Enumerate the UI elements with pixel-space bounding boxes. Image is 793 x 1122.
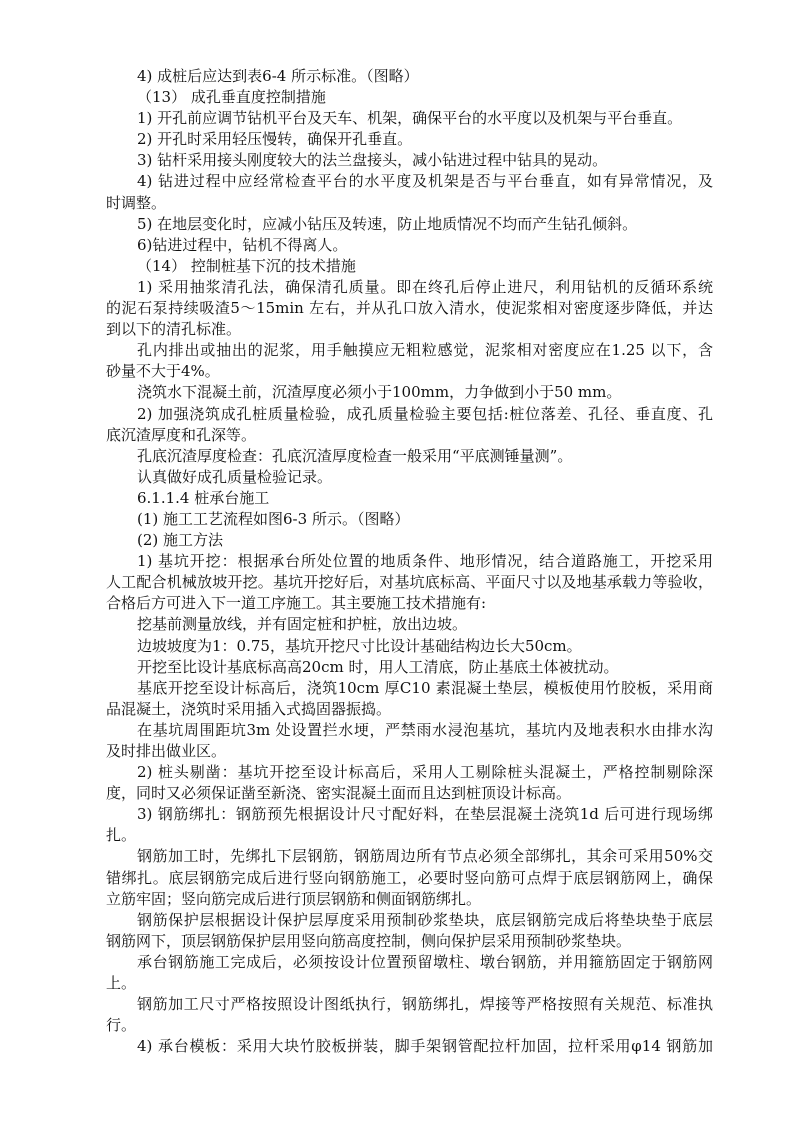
text-line: 孔内排出或抽出的泥浆，用手触摸应无粗粒感觉，泥浆相对密度应在1.25 以下，含: [137, 341, 713, 360]
text-line: 5) 在地层变化时，应减小钻压及转速，防止地质情况不均而产生钻孔倾斜。: [137, 214, 638, 233]
text-line: 浇筑水下混凝土前，沉渣厚度必须小于100mm，力争做到小于50 mm。: [137, 383, 622, 402]
paragraph: [106, 846, 713, 909]
paragraph: [106, 150, 713, 171]
paragraph: [106, 614, 713, 635]
text-line: 行。: [106, 1016, 137, 1035]
text-line: (1) 施工工艺流程如图6-3 所示。（图略）: [137, 509, 410, 528]
text-line: 1) 基坑开挖：根据承台所处位置的地质条件、地形情况，结合道路施工，开挖采用: [137, 552, 713, 571]
paragraph: [106, 530, 713, 551]
text-line: 及时排出做业区。: [106, 742, 227, 760]
paragraph: [106, 256, 713, 277]
text-line: 基底开挖至设计标高后，浇筑10cm 厚C10 素混凝土垫层，模板使用竹胶板，采用商: [137, 678, 713, 697]
paragraph: [106, 994, 713, 1036]
paragraph: [106, 952, 713, 994]
paragraph: [106, 171, 713, 213]
paragraph: [106, 1036, 713, 1057]
text-line: 上。: [106, 974, 137, 993]
text-line: (2) 施工方法: [137, 531, 224, 550]
text-line: 边坡坡度为1：0.75，基坑开挖尺寸比设计基础结构边长大50cm。: [137, 636, 582, 655]
paragraph: [106, 467, 713, 488]
paragraph: [106, 678, 713, 720]
text-line: 到以下的清孔标准。: [106, 320, 242, 339]
text-line: 承台钢筋施工完成后，必须按设计位置预留墩柱、墩台钢筋，并用箍筋固定于钢筋网: [137, 952, 713, 971]
paragraph: [106, 488, 713, 509]
paragraph: [106, 66, 713, 87]
paragraph: [106, 551, 713, 614]
paragraph: [106, 910, 713, 952]
text-line: 2) 桩头剔凿：基坑开挖至设计标高后，采用人工剔除桩头混凝土，严格控制剔除深: [137, 763, 713, 782]
text-line: 人工配合机械放坡开挖。基坑开挖好后，对基坑底标高、平面尺寸以及地基承载力等验收，: [106, 573, 713, 592]
text-line: 砂量不大于4%。: [106, 362, 220, 381]
text-line: 2) 开孔时采用轻压慢转，确保开孔垂直。: [137, 130, 413, 149]
text-line: 立筋牢固；竖向筋完成后进行顶层钢筋和侧面钢筋绑扎。: [106, 889, 482, 908]
paragraph: [106, 87, 713, 108]
paragraph: [106, 657, 713, 678]
text-line: 扎。: [106, 826, 137, 845]
paragraph: [106, 404, 713, 446]
paragraph: [106, 446, 713, 467]
text-line: 错绑扎。底层钢筋完成后进行竖向钢筋施工，必要时竖向筋可点焊于底层钢筋网上，确保: [106, 868, 713, 887]
paragraph: [106, 382, 713, 403]
text-line: 钢筋保护层根据设计保护层厚度采用预制砂浆垫块，底层钢筋完成后将垫块垫于底层: [137, 910, 713, 929]
text-line: 在基坑周围距坑3m 处设置拦水埂，严禁雨水浸泡基坑，基坑内及地表积水由排水沟: [137, 720, 713, 739]
paragraph: [106, 214, 713, 235]
text-line: 4) 承台模板：采用大块竹胶板拼装，脚手架钢管配拉杆加固，拉杆采用φ14 钢筋加: [137, 1037, 713, 1056]
text-line: 合格后方可进入下一道工序施工。其主要施工技术措施有:: [106, 594, 487, 613]
text-line: 开挖至比设计基底标高高20cm 时，用人工清底，防止基底土体被扰动。: [137, 657, 619, 676]
paragraph: [106, 235, 713, 256]
text-line: 钢筋加工时，先绑扎下层钢筋，钢筋周边所有节点必须全部绑扎，其余可采用50%交: [137, 847, 713, 866]
text-line: 3) 钢筋绑扎：钢筋预先根据设计尺寸配好料，在垫层混凝土浇筑1d 后可进行现场绑: [137, 805, 713, 824]
text-line: 底沉渣厚度和孔深等。: [106, 425, 257, 444]
paragraph: [106, 277, 713, 340]
text-line: 钢筋网下，顶层钢筋保护层用竖向筋高度控制，侧向保护层采用预制砂浆垫块。: [106, 931, 632, 950]
text-line: 6)钻进过程中，钻机不得离人。: [137, 235, 348, 254]
text-line: 的泥石泵持续吸渣5～15min 左右，并从孔口放入清水，使泥浆相对密度逐步降低，并达: [106, 299, 713, 318]
text-line: 挖基前测量放线，并有固定桩和护桩，放出边坡。: [137, 615, 468, 634]
paragraph: [106, 804, 713, 846]
paragraph: [106, 720, 713, 762]
paragraph: [106, 108, 713, 129]
paragraph: [106, 340, 713, 382]
text-line: （13） 成孔垂直度控制措施: [137, 88, 326, 107]
text-line: 4) 钻进过程中应经常检查平台的水平度及机架是否与平台垂直，如有异常情况，及: [137, 172, 713, 191]
document-body: [106, 66, 713, 1057]
text-line: 度，同时又必须保证凿至新浇、密实混凝土面而且达到桩顶设计标高。: [106, 784, 572, 803]
text-line: 2) 加强浇筑成孔桩质量检验，成孔质量检验主要包括:桩位落差、孔径、垂直度、孔: [137, 404, 713, 423]
paragraph: [106, 636, 713, 657]
text-line: 钢筋加工尺寸严格按照设计图纸执行，钢筋绑扎，焊接等严格按照有关规范、标准执: [137, 995, 713, 1014]
text-line: 4) 成桩后应达到表6-4 所示标准。（图略）: [137, 67, 419, 85]
text-line: （14） 控制桩基下沉的技术措施: [137, 256, 356, 275]
text-line: 6.1.1.4 桩承台施工: [137, 488, 270, 507]
text-line: 时调整。: [106, 193, 167, 212]
text-line: 孔底沉渣厚度检查：孔底沉渣厚度检查一般采用“平底测锤量测”。: [137, 446, 573, 465]
paragraph: [106, 129, 713, 150]
text-line: 1) 采用抽浆清孔法，确保清孔质量。即在终孔后停止进尺，利用钻机的反循环系统: [137, 277, 713, 296]
paragraph: [106, 509, 713, 530]
text-line: 1) 开孔前应调节钻机平台及天车、机架，确保平台的水平度以及机架与平台垂直。: [137, 109, 683, 128]
text-line: 品混凝土，浇筑时采用插入式捣固器振捣。: [106, 699, 392, 718]
text-line: 认真做好成孔质量检验记录。: [137, 467, 333, 486]
paragraph: [106, 762, 713, 804]
text-line: 3) 钻杆采用接头刚度较大的法兰盘接头，减小钻进过程中钻具的晃动。: [137, 151, 608, 170]
